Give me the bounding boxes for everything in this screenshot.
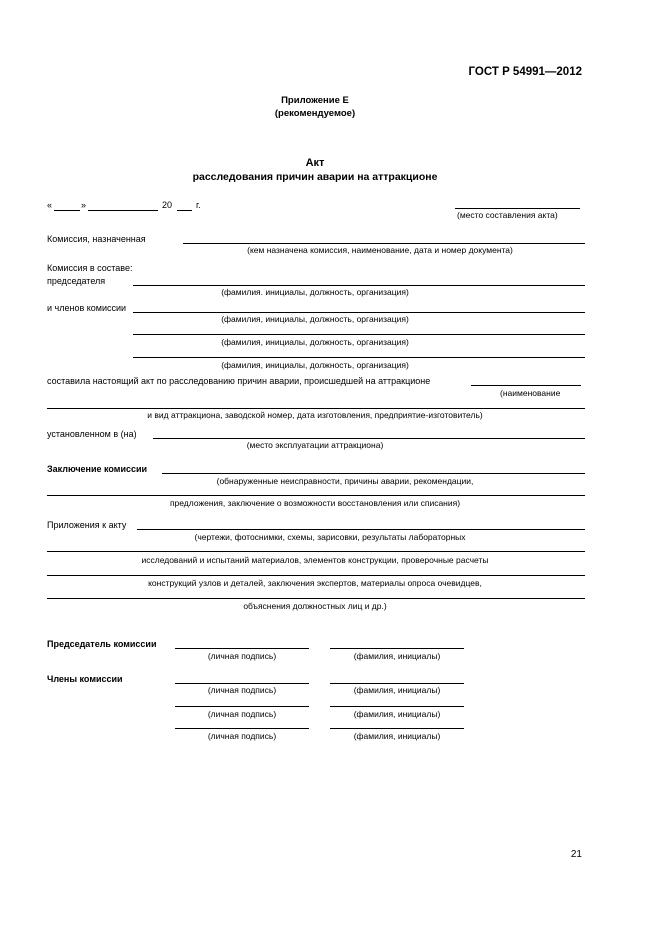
appendix-title: Приложение Е [281, 95, 349, 106]
member-hint-1: (фамилия, инициалы, должность, организация) [221, 314, 409, 324]
chairman-sign-label: Председатель комиссии [47, 639, 157, 649]
chairman-field[interactable] [133, 285, 585, 286]
members-label: и членов комиссии [47, 303, 127, 313]
member-name-hint-3: (фамилия, инициалы) [353, 731, 441, 741]
place-hint: (место составления акта) [457, 210, 558, 220]
attraction-details-field[interactable] [47, 408, 585, 409]
member-field-1[interactable] [133, 312, 585, 313]
member-name-field-1[interactable] [330, 683, 464, 684]
member-hint-2: (фамилия, инициалы, должность, организация) [221, 337, 409, 347]
chairman-name-field[interactable] [330, 648, 464, 649]
conclusion-hint-2: предложения, заключение о возможности восстановления или списания) [169, 498, 461, 508]
date-day-field[interactable] [54, 210, 80, 211]
year-prefix: 20 [162, 200, 173, 210]
act-subtitle: расследования причин аварии на аттракционе [192, 171, 438, 183]
member-field-2[interactable] [133, 334, 585, 335]
details-hint: и вид аттракциона, заводской номер, дата изготовления, предприятие-изготовитель) [147, 410, 483, 420]
member-field-3[interactable] [133, 357, 585, 358]
location-field[interactable] [153, 438, 585, 439]
attachments-hint-2: исследований и испытаний материалов, элементов конструкции, проверочные расчеты [141, 555, 489, 565]
location-hint: (место эксплуатации аттракциона) [246, 440, 384, 450]
member-hint-3: (фамилия, инициалы, должность, организация) [221, 360, 409, 370]
attraction-name-field[interactable] [471, 385, 581, 386]
composition-label: Комиссия в составе: [47, 263, 133, 273]
attachments-hint-3: конструкций узлов и деталей, заключения экспертов, материалы опроса очевидцев, [148, 578, 482, 588]
conclusion-hint-1: (обнаруженные неисправности, причины аварии, рекомендации, [216, 476, 474, 486]
installed-label: установленном в (на) [47, 429, 137, 439]
member-signature-field-3[interactable] [175, 728, 309, 729]
member-signature-hint-1: (личная подпись) [207, 685, 277, 695]
place-field[interactable] [455, 208, 580, 209]
date-month-field[interactable] [88, 210, 158, 211]
date-close-quote: » [81, 200, 87, 210]
chairman-hint: (фамилия. инициалы, должность, организация) [221, 287, 409, 297]
appointed-field[interactable] [183, 243, 585, 244]
chairman-signature-hint: (личная подпись) [207, 651, 277, 661]
name-hint: (наименование [500, 388, 561, 398]
member-signature-hint-2: (личная подпись) [207, 709, 277, 719]
member-name-hint-2: (фамилия, инициалы) [353, 709, 441, 719]
date-open-quote: « [47, 200, 53, 210]
conclusion-field-2[interactable] [47, 495, 585, 496]
member-name-hint-1: (фамилия, инициалы) [353, 685, 441, 695]
appointed-label: Комиссия, назначенная [47, 234, 146, 244]
attachments-field-2[interactable] [47, 551, 585, 552]
attachments-field-1[interactable] [137, 529, 585, 530]
member-name-field-2[interactable] [330, 706, 464, 707]
appendix-subtitle: (рекомендуемое) [274, 108, 356, 119]
attachments-label: Приложения к акту [47, 520, 127, 530]
appointed-hint: (кем назначена комиссия, наименование, дата и номер документа) [247, 245, 513, 255]
member-signature-field-2[interactable] [175, 706, 309, 707]
attachments-field-3[interactable] [47, 575, 585, 576]
conclusion-field-1[interactable] [162, 473, 585, 474]
attachments-hint-4: объяснения должностных лиц и др.) [243, 601, 387, 611]
members-sign-label: Члены комиссии [47, 674, 123, 684]
chairman-signature-field[interactable] [175, 648, 309, 649]
member-name-field-3[interactable] [330, 728, 464, 729]
date-year-field[interactable] [177, 210, 192, 211]
chairman-label: председателя [47, 276, 106, 286]
attachments-field-4[interactable] [47, 598, 585, 599]
member-signature-hint-3: (личная подпись) [207, 731, 277, 741]
chairman-name-hint: (фамилия, инициалы) [353, 651, 441, 661]
act-title: Акт [305, 157, 325, 169]
conclusion-label: Заключение комиссии [47, 464, 148, 474]
page-number: 21 [570, 849, 582, 860]
year-suffix: г. [196, 200, 201, 210]
standard-number: ГОСТ Р 54991—2012 [468, 66, 582, 78]
attachments-hint-1: (чертежи, фотоснимки, схемы, зарисовки, результаты лабораторных [194, 532, 466, 542]
member-signature-field-1[interactable] [175, 683, 309, 684]
statement-text: составила настоящий акт по расследованию причин аварии, происшедшей на аттракционе [47, 376, 431, 386]
